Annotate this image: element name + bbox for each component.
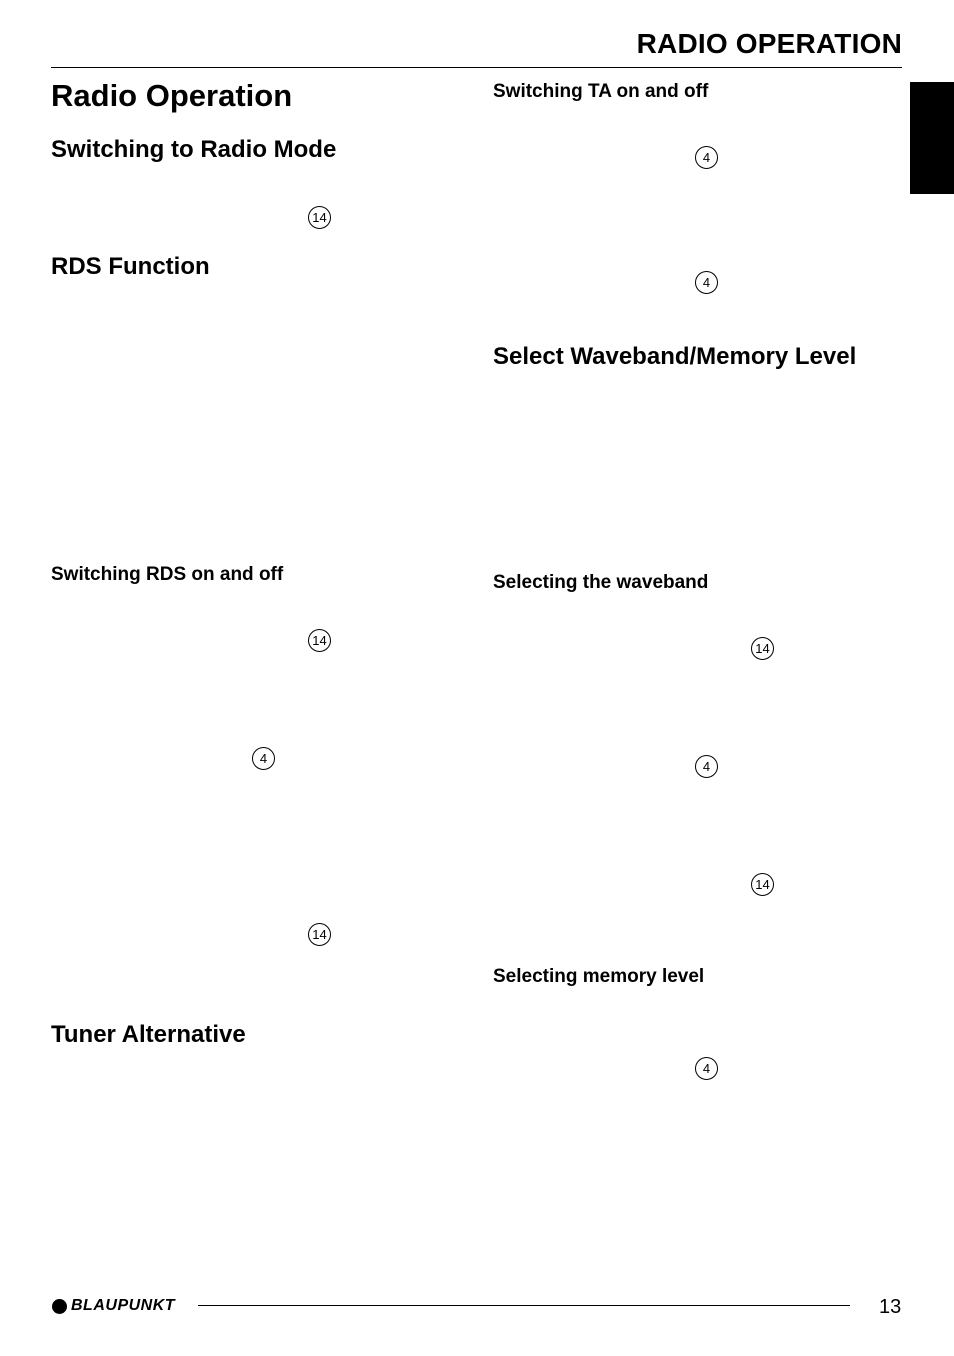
key-reference-14: 14 — [751, 873, 774, 896]
section-tab-marker — [910, 82, 954, 194]
page-title: Radio Operation — [51, 78, 293, 113]
heading-rds-function: RDS Function — [51, 253, 210, 280]
heading-select-waveband-memory: Select Waveband/Memory Level — [493, 343, 857, 370]
key-reference-4: 4 — [695, 271, 718, 294]
heading-tuner-alternative: Tuner Alternative — [51, 1021, 246, 1048]
heading-selecting-memory: Selecting memory level — [493, 966, 705, 987]
heading-switching-radio-mode: Switching to Radio Mode — [51, 136, 337, 163]
footer-divider — [198, 1305, 850, 1306]
key-reference-14: 14 — [308, 923, 331, 946]
heading-selecting-waveband: Selecting the waveband — [493, 572, 709, 593]
key-reference-4: 4 — [695, 1057, 718, 1080]
key-reference-14: 14 — [308, 629, 331, 652]
page-number: 13 — [879, 1296, 902, 1318]
brand-logo — [52, 1297, 175, 1315]
running-header: RADIO OPERATION — [636, 28, 902, 59]
brand-name: BLAUPUNKT — [71, 1297, 176, 1314]
header-divider — [51, 67, 902, 68]
key-reference-14: 14 — [751, 637, 774, 660]
key-reference-4: 4 — [695, 146, 718, 169]
key-reference-14: 14 — [308, 206, 331, 229]
key-reference-4: 4 — [252, 747, 275, 770]
key-reference-4: 4 — [695, 755, 718, 778]
heading-switching-rds: Switching RDS on and off — [51, 564, 284, 585]
heading-switching-ta: Switching TA on and off — [493, 81, 709, 102]
logo-dot-icon — [52, 1299, 67, 1314]
